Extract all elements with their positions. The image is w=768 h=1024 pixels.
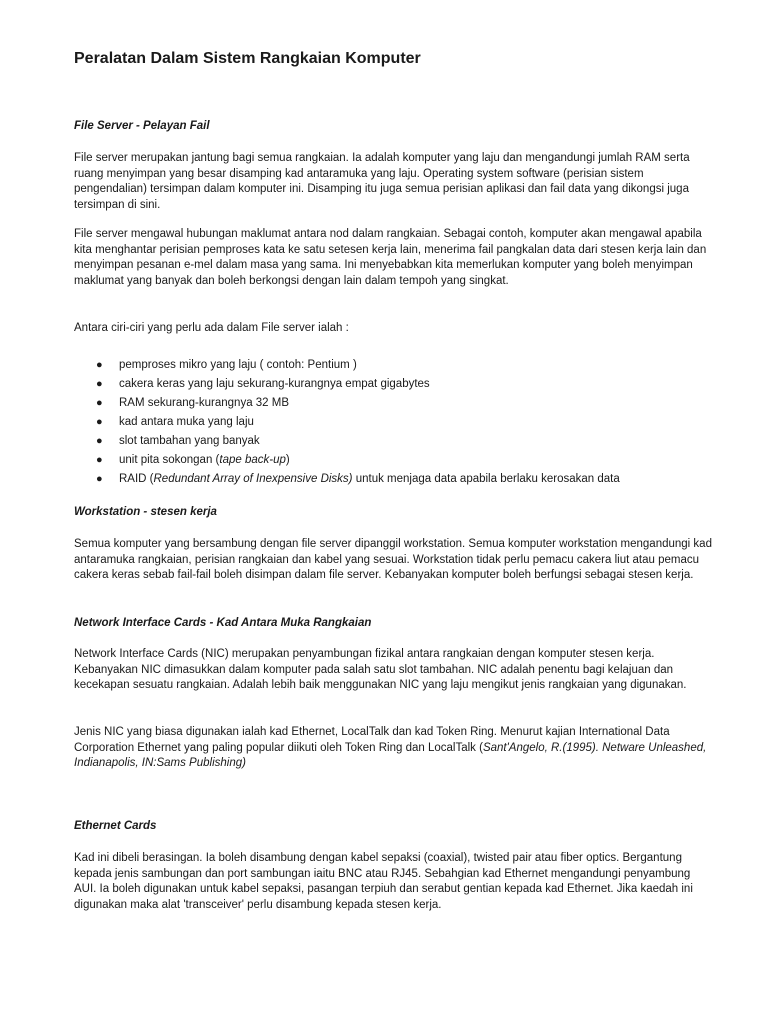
document-title: Peralatan Dalam Sistem Rangkaian Komputer bbox=[74, 50, 421, 67]
list-item-emphasis: Redundant Array of Inexpensive Disks) bbox=[153, 473, 353, 485]
list-item bbox=[74, 472, 714, 491]
list-item bbox=[74, 434, 714, 453]
paragraph-nic-1: Network Interface Cards (NIC) merupakan penyambungan fizikal antara rangkaian dengan komputer stesen kerja. Kebanyakan NIC dimasukkan dalam komputer pada salah satu slot tambahan. NIC adalah penentu bagi kelajuan dan kecekapan sesuatu rangkaian. Adalah lebih baik menggunakan NIC yang laju mengikut jenis rangkaian yang digunakan. bbox=[74, 648, 687, 691]
list-item bbox=[74, 453, 714, 472]
list-item-text: cakera keras yang laju sekurang-kurangnya empat gigabytes bbox=[119, 378, 430, 390]
list-item-text: ) bbox=[285, 454, 290, 466]
paragraph-ethernet-1: Kad ini dibeli berasingan. Ia boleh disambung dengan kabel sepaksi (coaxial), twisted pair atau fiber optics. Bergantung kepada jenis sambungan dan port sambungan iaitu BNC atau RJ45. Sebahgian kad Ethernet mengandungi penyambung AUI. Ia boleh digunakan untuk kabel sepaksi, pasangan terpiuh dan serabut gentian kepada kad Ethernet. Jika kaedah ini digunakan maka alat 'transceiver' perlu disambung kepada stesen kerja. bbox=[74, 852, 693, 911]
paragraph-file-server-1: File server merupakan jantung bagi semua rangkaian. Ia adalah komputer yang laju dan mengandungi jumlah RAM serta ruang menyimpan yang besar disamping kad antaramuka yang laju. Operating system software (perisian sistem pengendalian) tersimpan dalam komputer ini. Disamping itu juga semua perisian aplikasi dan fail data yang dikongsi juga tersimpan di sini. bbox=[74, 152, 690, 211]
list-item-text: unit pita sokongan ( bbox=[119, 454, 220, 466]
paragraph-file-server-3: Antara ciri-ciri yang perlu ada dalam File server ialah : bbox=[74, 322, 349, 334]
list-item bbox=[74, 396, 714, 415]
paragraph-nic-2 bbox=[74, 725, 714, 772]
list-item-text: RAM sekurang-kurangnya 32 MB bbox=[119, 397, 290, 409]
list-item-text: untuk menjaga data apabila berlaku kerosakan data bbox=[352, 473, 620, 485]
list-item-text: RAID ( bbox=[119, 473, 154, 485]
feature-list bbox=[74, 358, 714, 491]
paragraph-workstation-1: Semua komputer yang bersambung dengan file server dipanggil workstation. Semua komputer workstation mengandungi kad antaramuka rangkaian, perisian rangkaian dan kabel yang sesuai. Workstation tidak perlu pemacu cakera liut atau pemacu cakera keras sebab fail-fail boleh disimpan dalam file server. Kebanyakan komputer boleh berfungsi sebagai stesen kerja. bbox=[74, 538, 712, 581]
bullet-icon: ● bbox=[96, 378, 103, 390]
list-item-text: pemproses mikro yang laju ( contoh: Pentium ) bbox=[119, 359, 357, 371]
bullet-icon: ● bbox=[96, 435, 103, 447]
bullet-icon: ● bbox=[96, 416, 103, 428]
bullet-icon: ● bbox=[96, 397, 103, 409]
list-item bbox=[74, 377, 714, 396]
paragraph-nic-2-text: Jenis NIC yang biasa digunakan ialah kad Ethernet, LocalTalk dan kad Token Ring. Menurut kajian International Data Corporation Ethernet yang paling popular diikuti oleh Token Ring dan LocalTalk ( bbox=[74, 726, 670, 754]
list-item-text: slot tambahan yang banyak bbox=[119, 435, 260, 447]
heading-workstation: Workstation - stesen kerja bbox=[74, 506, 217, 518]
bullet-icon: ● bbox=[96, 454, 103, 466]
paragraph-file-server-2: File server mengawal hubungan maklumat antara nod dalam rangkaian. Sebagai contoh, komputer akan mengawal apabila kita menghantar perisian pemproses kata ke satu setesen kerja lain, menerima fail pangkalan data dari stesen kerja lain dan menyimpan pesanan e-mel dalam masa yang sama. Ini menyebabkan kita memerlukan komputer yang boleh menyimpan maklumat yang banyak dan boleh berkongsi dengan lain dalam tempoh yang singkat. bbox=[74, 228, 707, 287]
bullet-icon: ● bbox=[96, 473, 103, 485]
heading-nic: Network Interface Cards - Kad Antara Muka Rangkaian bbox=[74, 617, 372, 629]
list-item bbox=[74, 358, 714, 377]
list-item bbox=[74, 415, 714, 434]
citation: Sant'Angelo, R.(1995). Netware Unleashed, Indianapolis, IN:Sams Publishing) bbox=[74, 741, 707, 769]
heading-ethernet: Ethernet Cards bbox=[74, 820, 157, 832]
list-item-text: kad antara muka yang laju bbox=[119, 416, 254, 428]
list-item-emphasis: tape back-up bbox=[219, 454, 286, 466]
heading-file-server: File Server - Pelayan Fail bbox=[74, 120, 210, 132]
bullet-icon: ● bbox=[96, 359, 103, 371]
